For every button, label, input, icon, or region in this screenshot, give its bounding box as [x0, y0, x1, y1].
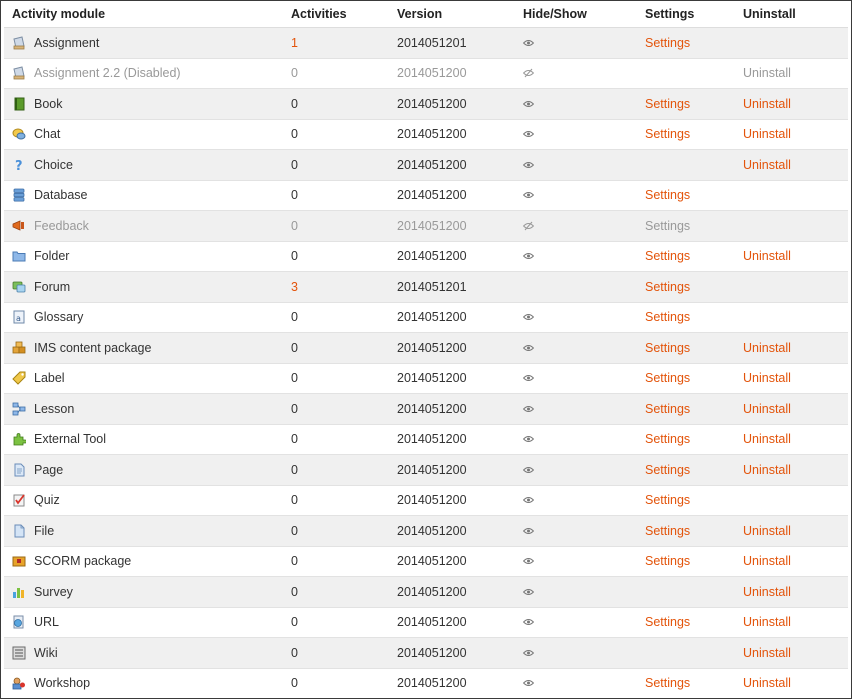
uninstall-link[interactable]: Uninstall [743, 676, 791, 691]
quiz-icon [12, 493, 26, 507]
eye-icon[interactable] [523, 618, 637, 626]
choice-icon [12, 158, 26, 172]
book-icon [12, 97, 26, 111]
activities-count: 0 [283, 241, 389, 272]
module-name: Choice [34, 157, 73, 172]
module-name: Workshop [34, 676, 91, 691]
uninstall-link[interactable]: Uninstall [743, 96, 791, 111]
external-tool-icon [12, 432, 26, 446]
module-name-cell [4, 638, 283, 669]
settings-cell [637, 272, 735, 303]
lesson-icon [12, 402, 26, 416]
module-name: URL [34, 615, 60, 630]
settings-cell [637, 546, 735, 577]
module-name-cell [4, 180, 283, 211]
module-version: 2014051201 [389, 28, 515, 59]
module-name: Assignment [34, 35, 100, 50]
settings-cell [637, 211, 735, 242]
module-name-cell [4, 28, 283, 59]
module-name-cell [4, 668, 283, 698]
hide-show-cell [515, 394, 637, 425]
module-name: External Tool [34, 432, 107, 447]
uninstall-link[interactable]: Uninstall [743, 66, 791, 81]
module-name-cell [4, 546, 283, 577]
hide-show-cell [515, 119, 637, 150]
module-version: 2014051200 [389, 485, 515, 516]
table-header-row [4, 1, 848, 28]
settings-cell [637, 394, 735, 425]
module-version: 2014051200 [389, 516, 515, 547]
table-row [4, 363, 848, 394]
module-version: 2014051200 [389, 577, 515, 608]
settings-cell [637, 668, 735, 698]
activities-count: 0 [283, 638, 389, 669]
table-row [4, 485, 848, 516]
module-name: Glossary [34, 310, 84, 325]
settings-cell [637, 180, 735, 211]
uninstall-cell [735, 546, 848, 577]
header-version: Version [389, 1, 515, 28]
activities-count: 0 [283, 516, 389, 547]
hide-show-cell [515, 241, 637, 272]
uninstall-link[interactable]: Uninstall [743, 462, 791, 477]
hide-show-cell [515, 485, 637, 516]
hide-show-cell [515, 516, 637, 547]
forum-icon [12, 280, 26, 294]
settings-link[interactable]: Settings [645, 615, 691, 630]
hide-show-cell [515, 607, 637, 638]
uninstall-cell [735, 211, 848, 242]
module-name: Quiz [34, 493, 60, 508]
module-name-cell [4, 516, 283, 547]
settings-link[interactable]: Settings [645, 188, 691, 203]
wiki-icon [12, 646, 26, 660]
module-name-cell [4, 333, 283, 364]
hide-show-cell [515, 180, 637, 211]
hide-show-cell [515, 28, 637, 59]
table-row [4, 302, 848, 333]
module-name: Label [34, 371, 65, 386]
uninstall-cell [735, 455, 848, 486]
activities-count: 0 [283, 424, 389, 455]
settings-cell [637, 363, 735, 394]
svg-text:a: a [16, 314, 21, 324]
activities-count: 0 [283, 333, 389, 364]
uninstall-cell [735, 668, 848, 698]
table-row [4, 119, 848, 150]
hide-show-cell [515, 363, 637, 394]
uninstall-cell [735, 28, 848, 59]
header-activity-module[interactable]: Activity module [4, 1, 283, 28]
table-row [4, 546, 848, 577]
module-name-cell [4, 302, 283, 333]
activities-count: 0 [283, 394, 389, 425]
module-name-cell [4, 424, 283, 455]
eye-icon[interactable] [523, 39, 637, 47]
feedback-icon [12, 219, 26, 233]
hide-show-cell [515, 272, 637, 303]
module-name-cell [4, 485, 283, 516]
header-uninstall: Uninstall [735, 1, 848, 28]
module-version: 2014051200 [389, 119, 515, 150]
uninstall-link[interactable]: Uninstall [743, 523, 791, 538]
settings-link[interactable]: Settings [645, 127, 691, 142]
uninstall-cell [735, 638, 848, 669]
settings-link[interactable]: Settings [645, 96, 691, 111]
settings-cell [637, 302, 735, 333]
module-name: Survey [34, 584, 73, 599]
uninstall-link[interactable]: Uninstall [743, 340, 791, 355]
module-name-cell [4, 272, 283, 303]
settings-link[interactable]: Settings [645, 279, 691, 294]
uninstall-cell [735, 272, 848, 303]
activities-count: 0 [283, 455, 389, 486]
hide-show-cell [515, 302, 637, 333]
eye-icon[interactable] [523, 466, 637, 474]
module-version: 2014051200 [389, 455, 515, 486]
table-row [4, 150, 848, 181]
uninstall-link[interactable]: Uninstall [743, 584, 791, 599]
uninstall-cell [735, 424, 848, 455]
activities-count: 0 [283, 302, 389, 333]
uninstall-cell [735, 485, 848, 516]
table-row [4, 424, 848, 455]
settings-link[interactable]: Settings [645, 462, 691, 477]
module-name: Lesson [34, 401, 75, 416]
module-version: 2014051200 [389, 150, 515, 181]
activities-count: 0 [283, 119, 389, 150]
uninstall-cell [735, 363, 848, 394]
workshop-icon [12, 676, 26, 690]
hide-show-cell [515, 89, 637, 120]
table-row [4, 28, 848, 59]
settings-cell [637, 638, 735, 669]
table-row [4, 241, 848, 272]
module-name-cell [4, 394, 283, 425]
module-name-cell [4, 58, 283, 89]
assignment-icon [12, 66, 26, 80]
table-row [4, 394, 848, 425]
module-version: 2014051200 [389, 58, 515, 89]
activities-count: 0 [283, 89, 389, 120]
table-row [4, 58, 848, 89]
settings-link[interactable]: Settings [645, 493, 691, 508]
hide-show-cell [515, 211, 637, 242]
settings-cell [637, 28, 735, 59]
uninstall-link[interactable]: Uninstall [743, 127, 791, 142]
eye-icon[interactable] [523, 191, 637, 199]
url-icon [12, 615, 26, 629]
module-name: Assignment 2.2 (Disabled) [34, 66, 181, 81]
table-body [4, 28, 848, 699]
uninstall-cell [735, 577, 848, 608]
ims-package-icon [12, 341, 26, 355]
eye-icon[interactable] [523, 649, 637, 657]
module-version: 2014051200 [389, 302, 515, 333]
uninstall-link[interactable]: Uninstall [743, 615, 791, 630]
eye-slash-icon[interactable] [523, 68, 637, 78]
module-name-cell [4, 119, 283, 150]
module-name: Page [34, 462, 64, 477]
eye-icon[interactable] [523, 252, 637, 260]
uninstall-link[interactable]: Uninstall [743, 554, 791, 569]
module-name: Database [34, 188, 88, 203]
table-row [4, 607, 848, 638]
table-row [4, 333, 848, 364]
activities-count: 0 [283, 668, 389, 698]
module-version: 2014051200 [389, 668, 515, 698]
uninstall-cell [735, 241, 848, 272]
eye-icon[interactable] [523, 435, 637, 443]
eye-icon[interactable] [523, 130, 637, 138]
settings-link[interactable]: Settings [645, 35, 691, 50]
header-hide-show: Hide/Show [515, 1, 637, 28]
uninstall-link[interactable]: Uninstall [743, 432, 791, 447]
uninstall-link[interactable]: Uninstall [743, 249, 791, 264]
table-row [4, 668, 848, 698]
svg-text:?: ? [15, 158, 23, 172]
settings-cell [637, 424, 735, 455]
survey-icon [12, 585, 26, 599]
settings-cell [637, 89, 735, 120]
hide-show-cell [515, 577, 637, 608]
activities-count[interactable]: 1 [283, 28, 389, 59]
module-name-cell [4, 241, 283, 272]
eye-icon[interactable] [523, 313, 637, 321]
settings-link[interactable]: Settings [645, 401, 691, 416]
uninstall-cell [735, 607, 848, 638]
chat-icon [12, 127, 26, 141]
glossary-icon [12, 310, 26, 324]
uninstall-cell [735, 333, 848, 364]
table-row [4, 89, 848, 120]
settings-cell [637, 607, 735, 638]
uninstall-cell [735, 302, 848, 333]
activities-count: 0 [283, 577, 389, 608]
module-name: File [34, 523, 55, 538]
module-version: 2014051200 [389, 211, 515, 242]
table-row [4, 638, 848, 669]
module-version: 2014051200 [389, 333, 515, 364]
activities-count: 0 [283, 363, 389, 394]
settings-link[interactable]: Settings [645, 554, 691, 569]
module-name-cell [4, 150, 283, 181]
module-version: 2014051201 [389, 272, 515, 303]
module-name: SCORM package [34, 554, 132, 569]
uninstall-cell [735, 516, 848, 547]
settings-link[interactable]: Settings [645, 218, 691, 233]
settings-cell [637, 58, 735, 89]
uninstall-cell [735, 119, 848, 150]
settings-link[interactable]: Settings [645, 310, 691, 325]
module-name-cell [4, 455, 283, 486]
activities-count: 0 [283, 150, 389, 181]
hide-show-cell [515, 333, 637, 364]
file-icon [12, 524, 26, 538]
settings-link[interactable]: Settings [645, 523, 691, 538]
assignment-icon [12, 36, 26, 50]
header-activities[interactable]: Activities [283, 1, 389, 28]
settings-cell [637, 485, 735, 516]
label-icon [12, 371, 26, 385]
settings-link[interactable]: Settings [645, 249, 691, 264]
module-version: 2014051200 [389, 89, 515, 120]
hide-show-cell [515, 668, 637, 698]
scorm-icon [12, 554, 26, 568]
folder-icon [12, 249, 26, 263]
activities-count: 0 [283, 546, 389, 577]
activities-count: 0 [283, 211, 389, 242]
database-icon [12, 188, 26, 202]
activity-modules-table [4, 1, 848, 698]
settings-cell [637, 455, 735, 486]
table-row [4, 272, 848, 303]
settings-cell [637, 150, 735, 181]
eye-icon[interactable] [523, 527, 637, 535]
settings-cell [637, 577, 735, 608]
settings-cell [637, 333, 735, 364]
hide-show-cell [515, 58, 637, 89]
module-name: Chat [34, 127, 61, 142]
activities-count: 0 [283, 58, 389, 89]
module-version: 2014051200 [389, 180, 515, 211]
hide-show-cell [515, 638, 637, 669]
table-row [4, 455, 848, 486]
settings-link[interactable]: Settings [645, 432, 691, 447]
activities-count[interactable]: 3 [283, 272, 389, 303]
hide-show-cell [515, 150, 637, 181]
table-row [4, 516, 848, 547]
module-version: 2014051200 [389, 424, 515, 455]
module-version: 2014051200 [389, 638, 515, 669]
settings-link[interactable]: Settings [645, 340, 691, 355]
module-name: Book [34, 96, 63, 111]
module-name: Feedback [34, 218, 89, 233]
eye-icon[interactable] [523, 557, 637, 565]
eye-icon[interactable] [523, 374, 637, 382]
module-version: 2014051200 [389, 546, 515, 577]
settings-link[interactable]: Settings [645, 371, 691, 386]
uninstall-cell [735, 89, 848, 120]
uninstall-link[interactable]: Uninstall [743, 371, 791, 386]
settings-cell [637, 241, 735, 272]
module-version: 2014051200 [389, 394, 515, 425]
module-version: 2014051200 [389, 363, 515, 394]
activities-count: 0 [283, 485, 389, 516]
activities-count: 0 [283, 180, 389, 211]
eye-icon[interactable] [523, 405, 637, 413]
page-icon [12, 463, 26, 477]
module-name-cell [4, 577, 283, 608]
activities-count: 0 [283, 607, 389, 638]
table-row [4, 577, 848, 608]
module-name: Forum [34, 279, 71, 294]
hide-show-cell [515, 455, 637, 486]
module-name: Wiki [34, 645, 58, 660]
settings-cell [637, 516, 735, 547]
uninstall-cell [735, 58, 848, 89]
eye-slash-icon[interactable] [523, 221, 637, 231]
settings-cell [637, 119, 735, 150]
hide-show-cell [515, 546, 637, 577]
uninstall-link[interactable]: Uninstall [743, 157, 791, 172]
module-name: IMS content package [34, 340, 152, 355]
header-settings: Settings [637, 1, 735, 28]
uninstall-link[interactable]: Uninstall [743, 401, 791, 416]
uninstall-cell [735, 394, 848, 425]
table-row [4, 211, 848, 242]
uninstall-cell [735, 150, 848, 181]
eye-icon[interactable] [523, 496, 637, 504]
eye-icon[interactable] [523, 344, 637, 352]
uninstall-cell [735, 180, 848, 211]
eye-icon[interactable] [523, 100, 637, 108]
module-name-cell [4, 211, 283, 242]
module-name-cell [4, 89, 283, 120]
module-name-cell [4, 607, 283, 638]
eye-icon[interactable] [523, 161, 637, 169]
eye-icon[interactable] [523, 679, 637, 687]
module-name-cell [4, 363, 283, 394]
uninstall-link[interactable]: Uninstall [743, 645, 791, 660]
module-name: Folder [34, 249, 70, 264]
module-version: 2014051200 [389, 607, 515, 638]
settings-link[interactable]: Settings [645, 676, 691, 691]
table-row [4, 180, 848, 211]
module-version: 2014051200 [389, 241, 515, 272]
eye-icon[interactable] [523, 588, 637, 596]
hide-show-cell [515, 424, 637, 455]
